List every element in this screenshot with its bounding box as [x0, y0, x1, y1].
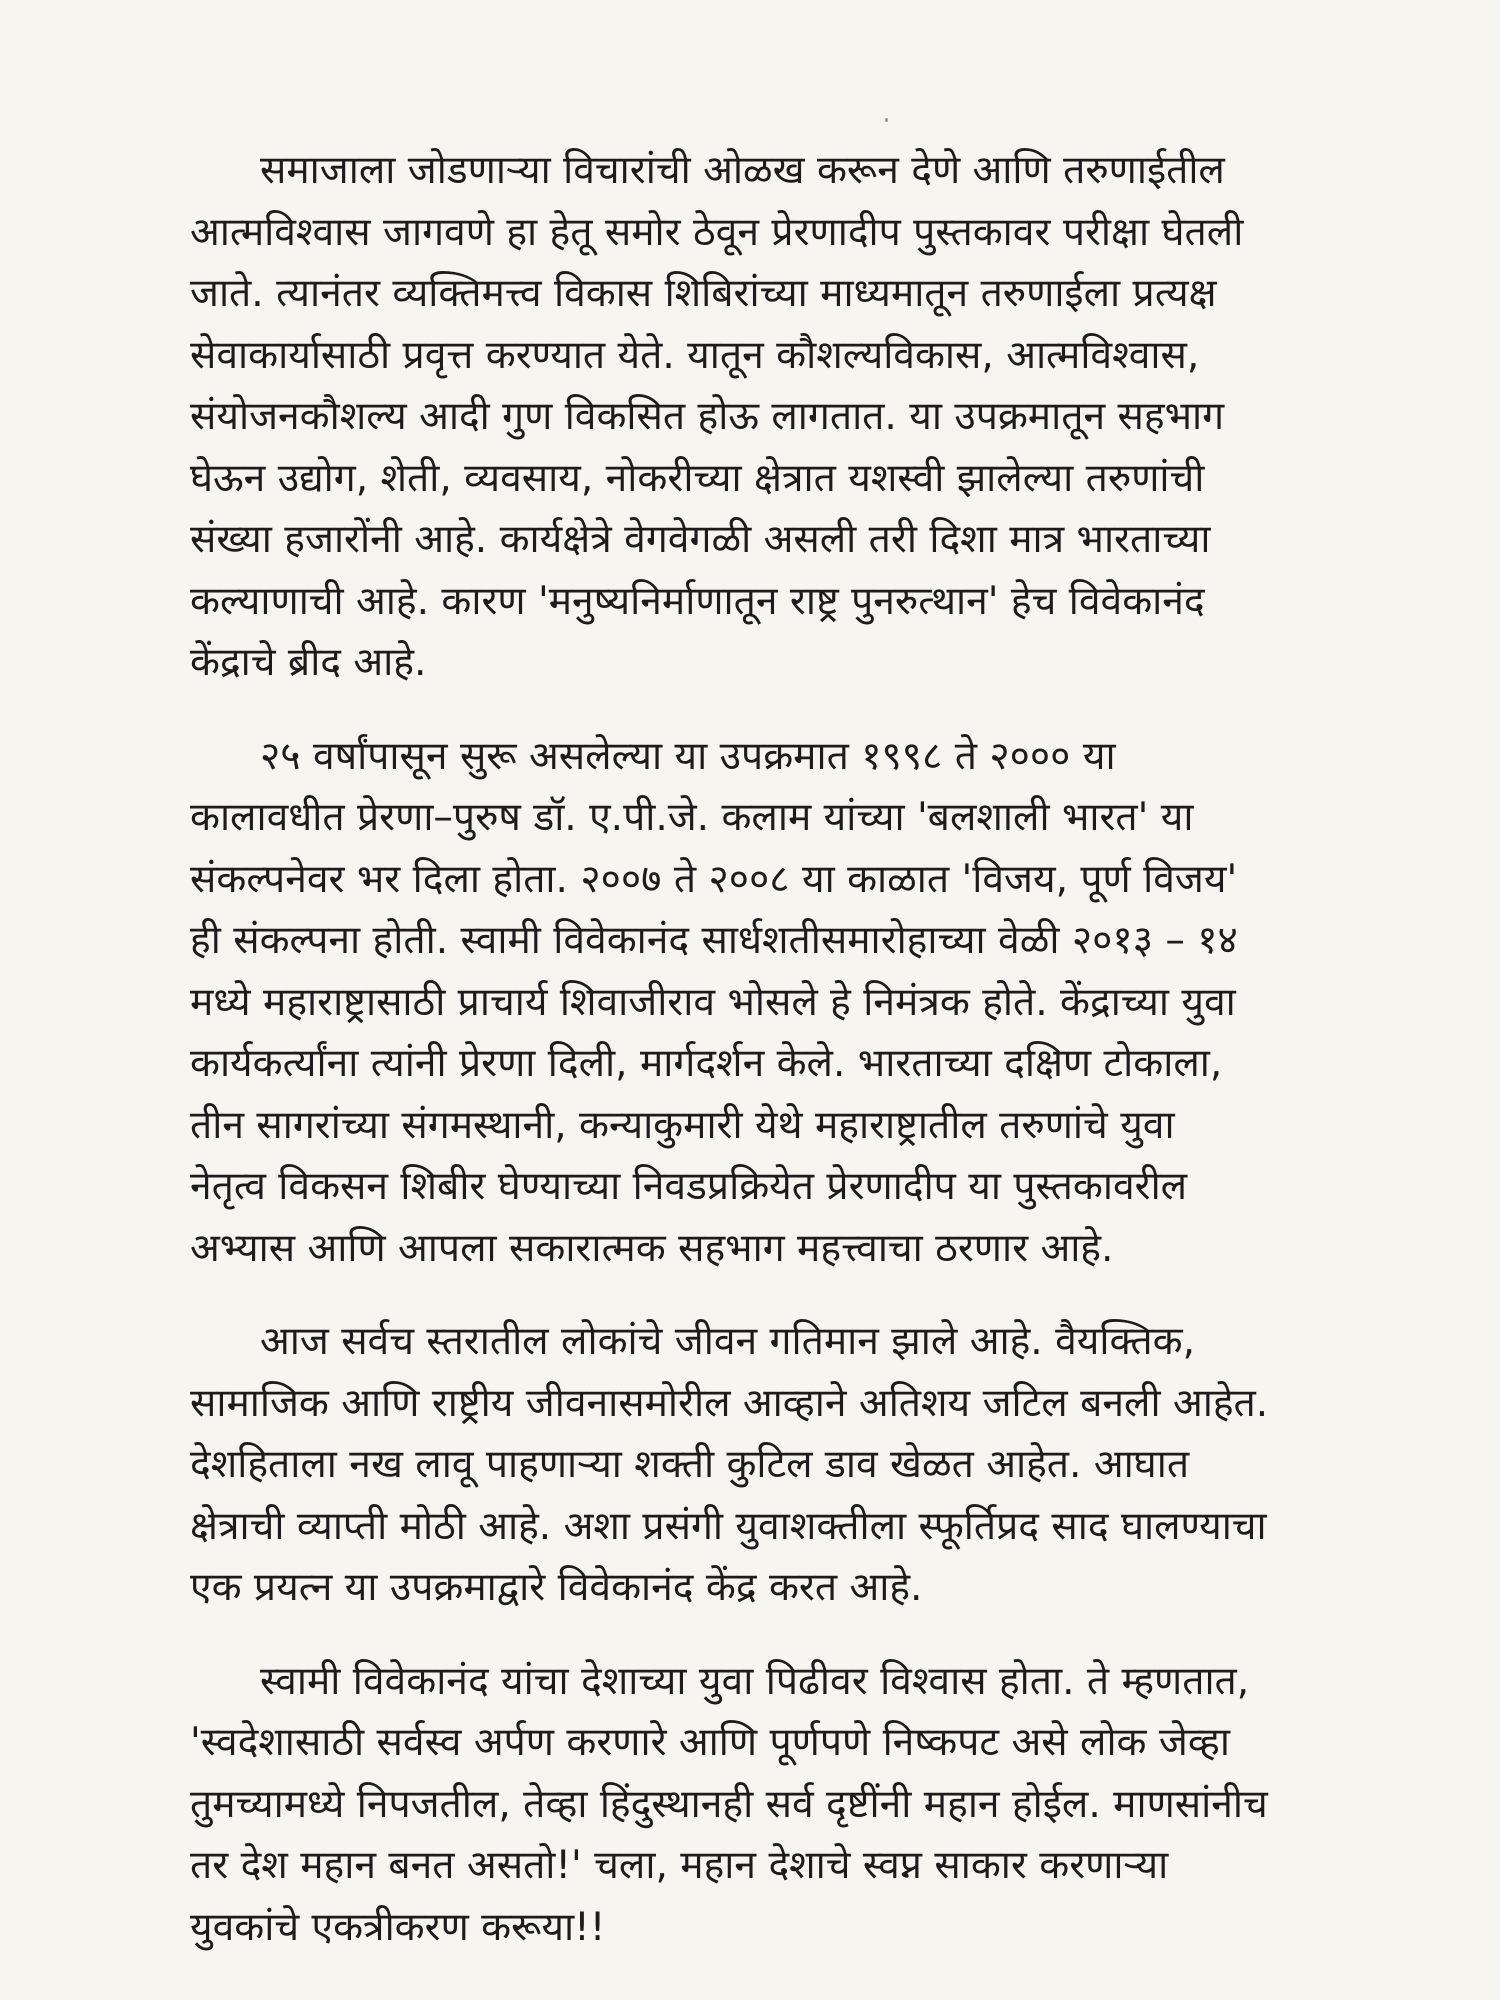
- text-line: क्षेत्राची व्याप्ती मोठी आहे. अशा प्रसंगी युवाशक्तीला स्फूर्तिप्रद साद घालण्याचा: [190, 1503, 1267, 1549]
- text-line: कल्याणाची आहे. कारण 'मनुष्यनिर्माणातून राष्ट्र पुनरुत्थान' हेच विवेकानंद: [190, 578, 1205, 624]
- text-line: सेवाकार्यासाठी प्रवृत्त करण्यात येते. यातून कौशल्यविकास, आत्मविश्वास,: [190, 332, 1200, 378]
- text-line: नेतृत्व विकसन शिबीर घेण्याच्या निवडप्रक्रियेत प्रेरणादीप या पुस्तकावरील: [190, 1164, 1188, 1209]
- text-line: तीन सागरांच्या संगमस्थानी, कन्याकुमारी येथे महाराष्ट्रातील तरुणांचे युवा: [190, 1102, 1175, 1148]
- text-line: स्वामी विवेकानंद यांचा देशाच्या युवा पिढीवर विश्वास होता. ते म्हणतात,: [260, 1658, 1250, 1704]
- text-line: केंद्राचे ब्रीद आहे.: [190, 640, 427, 685]
- paragraph-4: [190, 1651, 1320, 1959]
- text-line: संकल्पनेवर भर दिला होता. २००७ ते २००८ या काळात 'विजय, पूर्ण विजय': [190, 856, 1238, 902]
- text-line: 'स्वदेशासाठी सर्वस्व अर्पण करणारे आणि पूर्णपणे निष्कपट असे लोक जेव्हा: [190, 1720, 1230, 1765]
- text-line: ही संकल्पना होती. स्वामी विवेकानंद सार्धशतीसमारोहाच्या वेळी २०१३ – १४: [190, 918, 1238, 963]
- text-line: तर देश महान बनत असतो!' चला, महान देशाचे स्वप्न साकार करणाऱ्या: [190, 1843, 1169, 1888]
- text-line: संख्या हजारोंनी आहे. कार्यक्षेत्रे वेगवेगळी असली तरी दिशा मात्र भारताच्या: [190, 517, 1211, 562]
- text-line: अभ्यास आणि आपला सकारात्मक सहभाग महत्त्वाचा ठरणार आहे.: [190, 1225, 1114, 1271]
- text-line: घेऊन उद्योग, शेती, व्यवसाय, नोकरीच्या क्षेत्रात यशस्वी झालेल्या तरुणांची: [190, 455, 1205, 501]
- text-line: देशहिताला नख लावू पाहणाऱ्या शक्ती कुटिल डाव खेळत आहेत. आघात: [190, 1442, 1190, 1487]
- body-text: [190, 140, 1320, 1958]
- text-line: युवकांचे एकत्रीकरण करूया!!: [190, 1904, 606, 1950]
- text-line: समाजाला जोडणाऱ्या विचारांची ओळख करून देणे आणि तरुणाईतील: [260, 148, 1225, 193]
- text-line: कार्यकर्त्यांना त्यांनी प्रेरणा दिली, मार्गदर्शन केले. भारताच्या दक्षिण टोकाला,: [190, 1041, 1223, 1086]
- text-line: आत्मविश्वास जागवणे हा हेतू समोर ठेवून प्रेरणादीप पुस्तकावर परीक्षा घेतली: [190, 209, 1244, 255]
- paragraph-1: [190, 140, 1320, 694]
- text-line: संयोजनकौशल्य आदी गुण विकसित होऊ लागतात. या उपक्रमातून सहभाग: [190, 394, 1225, 439]
- paragraph-3: [190, 1311, 1320, 1619]
- text-line: सामाजिक आणि राष्ट्रीय जीवनासमोरील आव्हाने अतिशय जटिल बनली आहेत.: [190, 1380, 1269, 1426]
- text-line: २५ वर्षांपासून सुरू असलेल्या या उपक्रमात १९९८ ते २००० या: [260, 733, 1116, 779]
- text-line: एक प्रयत्न या उपक्रमाद्वारे विवेकानंद केंद्र करत आहे.: [190, 1565, 923, 1610]
- text-line: मध्ये महाराष्ट्रासाठी प्राचार्य शिवाजीराव भोसले हे निमंत्रक होते. केंद्राच्या युवा: [190, 979, 1236, 1025]
- text-line: आज सर्वच स्तरातील लोकांचे जीवन गतिमान झाले आहे. वैयक्तिक,: [260, 1319, 1195, 1364]
- text-line: तुमच्यामध्ये निपजतील, तेव्हा हिंदुस्थानही सर्व दृष्टींनी महान होईल. माणसांनीच: [190, 1781, 1268, 1827]
- text-line: जाते. त्यानंतर व्यक्तिमत्त्व विकास शिबिरांच्या माध्यमातून तरुणाईला प्रत्यक्ष: [190, 271, 1217, 316]
- scan-speck: [885, 118, 888, 122]
- paragraph-2: [190, 726, 1320, 1280]
- text-line: कालावधीत प्रेरणा–पुरुष डॉ. ए.पी.जे. कलाम यांच्या 'बलशाली भारत' या: [190, 795, 1194, 840]
